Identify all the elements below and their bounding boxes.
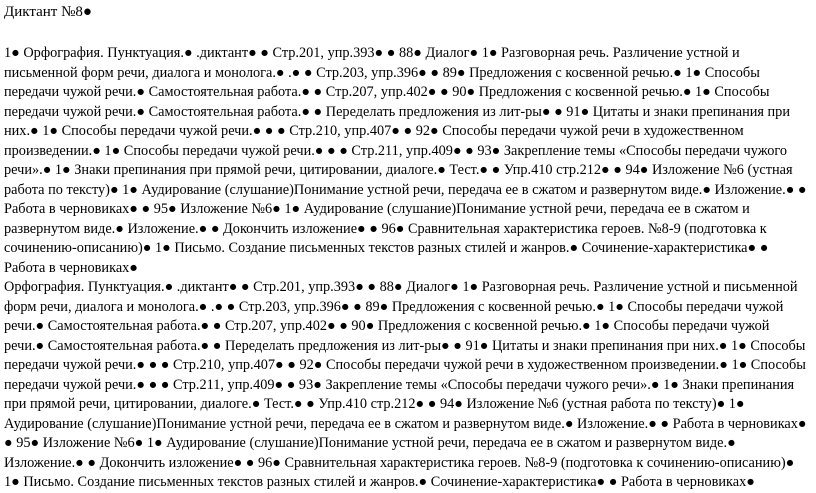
document-paragraph-1: 1● Орфография. Пунктуация.● .диктант● ● Стр.201, упр.393● ● 88● Диалог● 1● Разговорная речь. Различение устной и письменной форм речи, диалога и монолога.● .● ● Стр.203, упр.396● ● 89● Предложения с косвенной речью.● 1● Способы передачи чужой речи.● Самостоятельная работа.● ● Стр.207, упр.402● ● 90● Предложения с косвенной речью.● 1● Способы передачи чужой речи.● Самостоятельная работа.● ● Переделать предложения из лит-ры● ● 91● Цитаты и знаки препинания при них.● 1● Способы передачи чужой речи.● ● ● Стр.210, упр.407● ● 92● Способы передачи чужой речи в художественном произведении.● 1● Способы передачи чужой речи.● ● ● Стр.211, упр.409● ● 93● Закрепление темы «Способы передачи чужого речи».● 1● Знаки препинания при прямой речи, цитировании, диалоге.● Тест.● ● Упр.410 стр.212● ● 94● Изложение №6 (устная работа по тексту)● 1● Аудирование (слушание)Понимание устной речи, передача ее в сжатом и развернутом виде.● Изложение.● ● Работа в черновиках● ● 95● Изложение №6● 1● Аудирование (слушание)Понимание устной речи, передача ее в сжатом и развернутом виде.● Изложение.● ● Докончить изложение● ● 96● Сравнительная характеристика героев. №8-9 (подготовка к сочинению-описанию)● 1● Письмо. Создание письменных текстов разных стилей и жанров.● Сочинение-характеристика● ● Работа в черновиках● xyxy=(4,45,807,276)
document-title: Диктант №8● xyxy=(4,4,92,20)
document-paragraph-2: Орфография. Пунктуация.● .диктант● ● Стр.201, упр.393● ● 88● Диалог● 1● Разговорная речь. Различение устной и письменной форм речи, диалога и монолога.● .● ● Стр.203, упр.396● ● 89● Предложения с косвенной речью.● 1● Способы передачи чужой речи.● Самостоятельная работа.● ● Стр.207, упр.402● ● 90● Предложения с косвенной речью.● 1● Способы передачи чужой речи.● Самостоятельная работа.● ● Переделать предложения из лит-ры● ● 91● Цитаты и знаки препинания при них.● 1● Способы передачи чужой речи.● ● ● Стр.210, упр.407● ● 92● Способы передачи чужой речи в художественном произведении.● 1● Способы передачи чужой речи.● ● ● Стр.211, упр.409● ● 93● Закрепление темы «Способы передачи чужого речи».● 1● Знаки препинания при прямой речи, цитировании, диалоге.● Тест.● ● Упр.410 стр.212● ● 94● Изложение №6 (устная работа по тексту)● 1● Аудирование (слушание)Понимание устной речи, передача ее в сжатом и развернутом виде.● Изложение.● ● Работа в черновиках● ● 95● Изложение №6● 1● Аудирование (слушание)Понимание устной речи, передача ее в сжатом и развернутом виде.● Изложение.● ● Докончить изложение● ● 96● Сравнительная характеристика героев. №8-9 (подготовка к сочинению-описанию)● 1● Письмо. Создание письменных текстов разных стилей и жанров.● Сочинение-характеристика● ● Работа в черновиках● xyxy=(4,279,807,490)
